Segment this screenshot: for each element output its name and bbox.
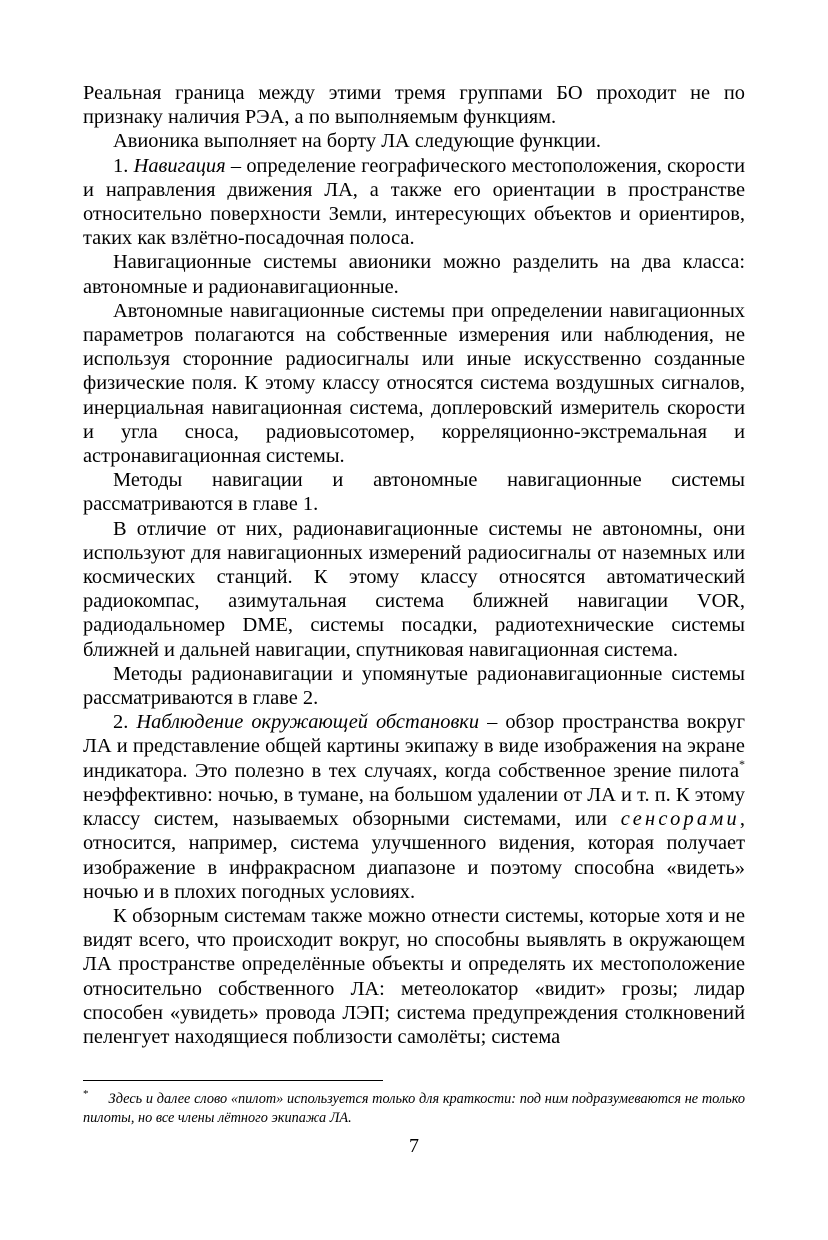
paragraph-7: В отличие от них, радионавигационные системы не автономны, они используют для навигационных измерений радиосигналы от наземных или космических станций. К этому классу относятся автоматический радиокомпас, азимутальная система ближней навигации VOR, радиодальномер DME, системы посадки, радиотехнические системы ближней и дальней навигации, спутниковая навигационная система. [83, 517, 745, 661]
paragraph-6: Методы навигации и автономные навигационные системы рассматриваются в главе 1. [83, 469, 745, 516]
paragraph-9-text-c: , относится, например, система улучшенного видения, которая получает изображение в инфракрасном диапазоне и поэтому способна «видеть» ночью и в плохих погодных условиях. [83, 808, 745, 903]
paragraph-9-text-a: – обзор пространства вокруг ЛА и представление общей картины экипажу в виде изображения на экране индикатора. Это полезно в тех случаях, когда собственное зрение пилота [83, 711, 746, 782]
paragraph-4: Навигационные системы авионики можно разделить на два класса: автономные и радионавигационные. [83, 251, 745, 298]
list-number: 2. [113, 711, 137, 734]
paragraph-9-text-b: неэффективно: ночью, в тумане, на большом удалении от ЛА и т. п. К этому классу систем, называемых обзорными системами, или [83, 783, 745, 831]
paragraph-3-text: – определение географического местоположения, скорости и направления движения ЛА, а также его ориентации в пространстве относительно поверхности Земли, интересующих объектов и ориентиров, таких как взлётно-посадочная полоса. [83, 154, 746, 250]
paragraph-3 [83, 154, 745, 251]
paragraph-5: Автономные навигационные системы при определении навигационных параметров полагаются на собственные измерения или наблюдения, не используя сторонние радиосигналы или иные искусственно созданные физические поля. К этому классу относятся система воздушных сигналов, инерциальная навигационная система, доплеровский измеритель скорости и угла сноса, радиовысотомер, корреляционно-экстремальная и астронавигационная системы. [83, 299, 745, 468]
footnote [83, 1090, 745, 1128]
term-observation: Наблюдение окружающей обстановки [136, 711, 480, 734]
list-number: 1. [113, 154, 134, 177]
paragraph-2: Авионика выполняет на борту ЛА следующие функции. [113, 130, 601, 153]
footnote-text: Здесь и далее слово «пилот» используется только для краткости: под ним подразумеваются не только пилоты, но все члены лётного экипажа ЛА. [83, 1091, 745, 1126]
footnote-marker: * [83, 1088, 89, 1100]
paragraph-9 [83, 710, 745, 904]
paragraph-10: К обзорным системам также можно отнести системы, которые хотя и не видят всего, что происходит вокруг, но способны выявлять в окружающем ЛА пространстве определённые объекты и определять их местоположение относительно собственного ЛА: метеолокатор «видит» грозы; лидар способен «увидеть» провода ЛЭП; система предупреждения столкновений пеленгует находящиеся поблизости самолёты; система [83, 904, 745, 1048]
footnote-divider [83, 1080, 383, 1081]
footnote-mark: * [739, 756, 745, 771]
term-navigation: Навигация [133, 154, 226, 177]
page-number: 7 [409, 1135, 419, 1157]
page-body [83, 81, 745, 1049]
term-sensors: сенсорами [620, 808, 740, 831]
paragraph-1: Реальная граница между этими тремя группами БО проходит не по признаку наличия РЭА, а по выполняемым функциям. [83, 82, 745, 129]
paragraph-8: Методы радионавигации и упомянутые радионавигационные системы рассматриваются в главе 2. [83, 662, 745, 710]
